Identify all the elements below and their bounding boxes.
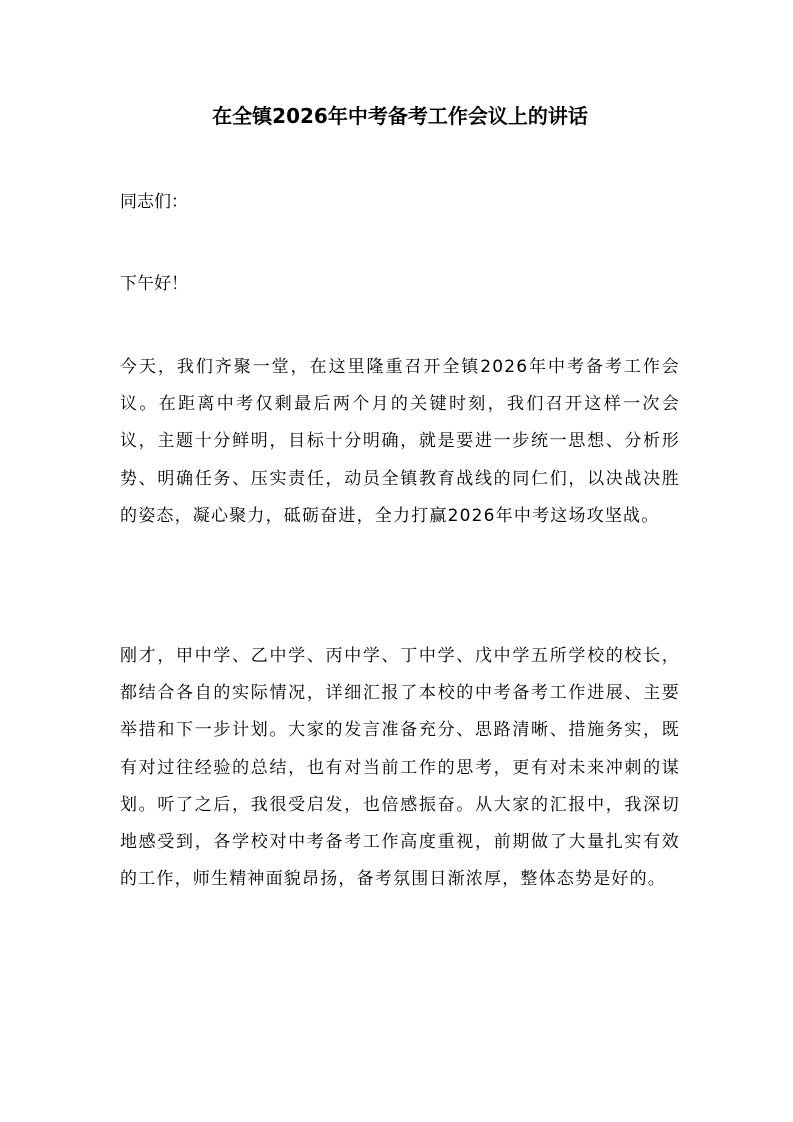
greeting: 下午好！: [120, 274, 188, 294]
paragraph-reports: 刚才，甲中学、乙中学、丙中学、丁中学、戊中学五所学校的校长，都结合各自的实际情况，详细汇报了本校的中考备考工作进展、主要举措和下一步计划。大家的发言准备充分、思路清晰、措施务实，既有对过往经验的总结，也有对当前工作的思考，更有对未来冲刺的谋划。听了之后，我很受启发，也倍感振奋。从大家的汇报中，我深切地感受到，各学校对中考备考工作高度重视，前期做了大量扎实有效的工作，师生精神面貌昂扬，备考氛围日渐浓厚，整体态势是好的。: [120, 646, 680, 890]
document-title: 在全镇2026年中考备考工作会议上的讲话: [212, 104, 588, 128]
salutation: 同志们：: [120, 192, 188, 212]
paragraph-opening: 今天，我们齐聚一堂，在这里隆重召开全镇2026年中考备考工作会议。在距离中考仅剩最后两个月的关键时刻，我们召开这样一次会议，主题十分鲜明，目标十分明确，就是要进一步统一思想、分析形势、明确任务、压实责任，动员全镇教育战线的同仁们，以决战决胜的姿态，凝心聚力，砥砺奋进，全力打赢2026年中考这场攻坚战。: [120, 357, 680, 526]
